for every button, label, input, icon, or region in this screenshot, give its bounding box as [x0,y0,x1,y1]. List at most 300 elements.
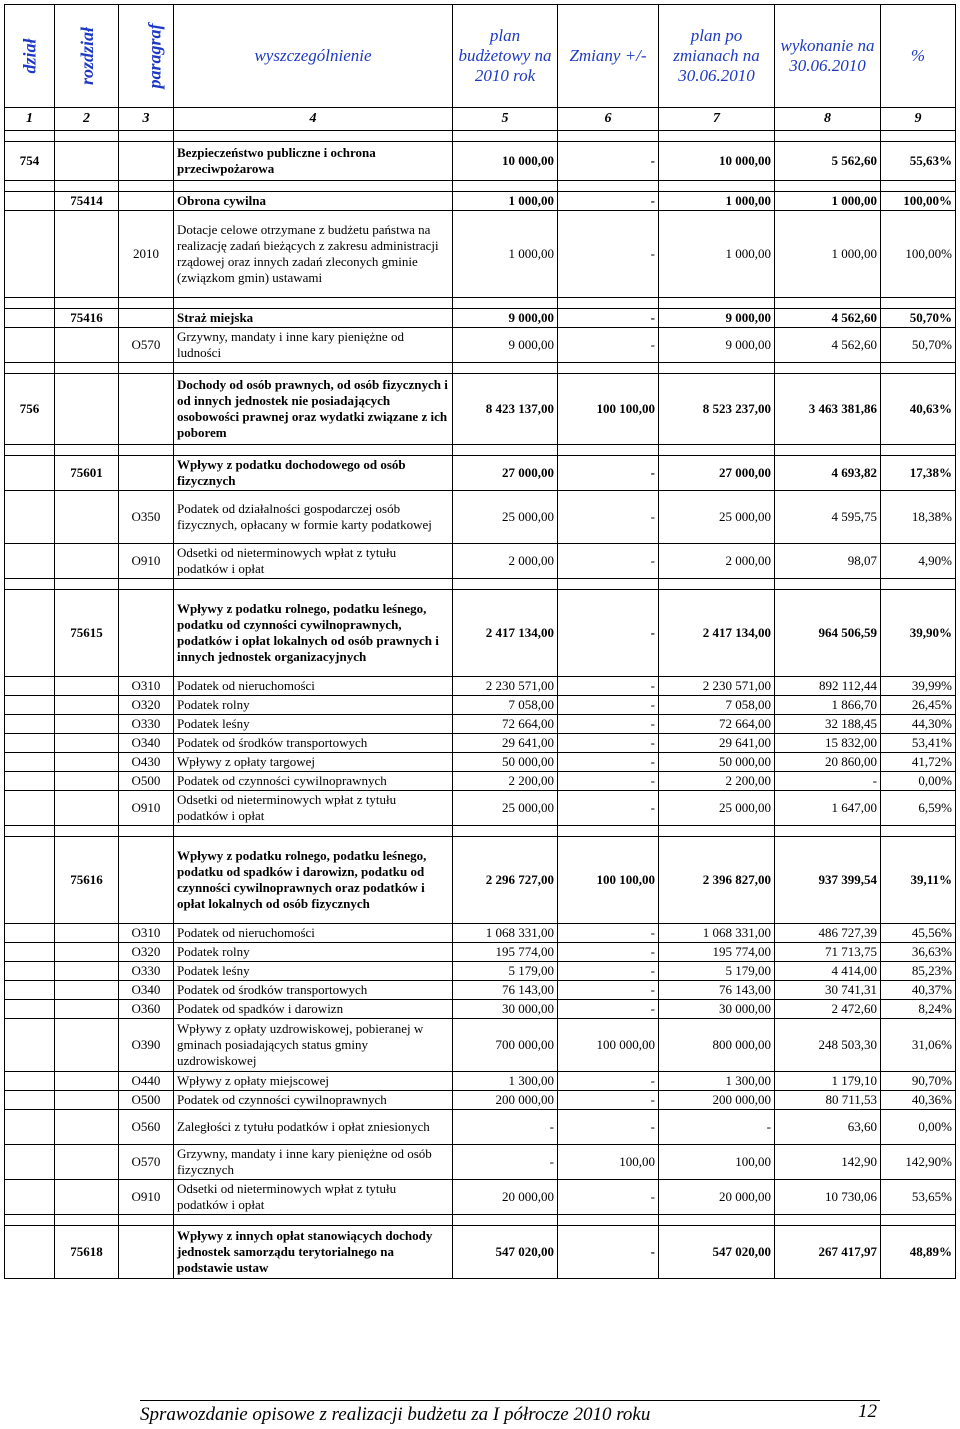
cell-dzial [5,837,55,924]
cell-dzial [5,1072,55,1091]
table-row [5,374,956,445]
cell-wykonanie: 142,90 [775,1145,881,1180]
header-wyszczegolnienie: wyszczególnienie [174,5,453,108]
cell-wyszczegolnienie: Odsetki od nieterminowych wpłat z tytułu podatków i opłat [174,1180,453,1215]
cell-wykonanie: 486 727,39 [775,924,881,943]
cell-rozdzial [55,374,119,445]
spacer-cell [174,1215,453,1226]
spacer-cell [558,181,659,192]
cell-zmiany: 100 100,00 [558,374,659,445]
cell-plan-po-zmianach: 547 020,00 [659,1226,775,1279]
spacer-cell [881,579,956,590]
cell-zmiany: - [558,1091,659,1110]
cell-wykonanie: 2 472,60 [775,1000,881,1019]
cell-rozdzial [55,962,119,981]
cell-plan: 72 664,00 [453,715,558,734]
cell-wyszczegolnienie: Podatek rolny [174,696,453,715]
table-row [5,1019,956,1072]
spacer-cell [881,363,956,374]
cell-plan: 10 000,00 [453,142,558,181]
cell-plan-po-zmianach: 7 058,00 [659,696,775,715]
spacer-cell [453,131,558,142]
spacer-cell [775,363,881,374]
cell-wyszczegolnienie: Podatek leśny [174,715,453,734]
header-dzial: dział [5,5,55,108]
cell-zmiany: - [558,1000,659,1019]
cell-wyszczegolnienie: Zaległości z tytułu podatków i opłat zniesionych [174,1110,453,1145]
cell-wykonanie: 892 112,44 [775,677,881,696]
table-row [5,924,956,943]
cell-dzial [5,1091,55,1110]
cell-rozdzial [55,544,119,579]
table-row [5,791,956,826]
cell-plan: 700 000,00 [453,1019,558,1072]
spacer-cell [558,579,659,590]
cell-wykonanie: 30 741,31 [775,981,881,1000]
cell-plan-po-zmianach: 50 000,00 [659,753,775,772]
cell-plan: 20 000,00 [453,1180,558,1215]
cell-wyszczegolnienie: Straż miejska [174,309,453,328]
cell-paragraf [119,456,174,491]
spacer-row [5,826,956,837]
cell-wyszczegolnienie: Podatek od czynności cywilnoprawnych [174,1091,453,1110]
cell-procent: 41,72% [881,753,956,772]
cell-zmiany: - [558,1226,659,1279]
cell-dzial [5,491,55,544]
cell-plan: - [453,1145,558,1180]
cell-procent: 53,41% [881,734,956,753]
cell-zmiany: - [558,491,659,544]
cell-dzial: 756 [5,374,55,445]
spacer-cell [119,826,174,837]
cell-dzial [5,962,55,981]
spacer-cell [174,131,453,142]
col-number: 9 [881,108,956,131]
cell-procent: 90,70% [881,1072,956,1091]
header-procent: % [881,5,956,108]
cell-dzial [5,677,55,696]
header-zmiany: Zmiany +/- [558,5,659,108]
cell-paragraf [119,837,174,924]
cell-plan-po-zmianach: 10 000,00 [659,142,775,181]
cell-wykonanie: 964 506,59 [775,590,881,677]
cell-paragraf: O330 [119,715,174,734]
cell-dzial [5,734,55,753]
cell-dzial [5,753,55,772]
cell-zmiany: - [558,924,659,943]
cell-plan: 1 300,00 [453,1072,558,1091]
cell-wykonanie: 3 463 381,86 [775,374,881,445]
spacer-cell [659,181,775,192]
cell-paragraf: O310 [119,677,174,696]
cell-wyszczegolnienie: Podatek leśny [174,962,453,981]
cell-rozdzial [55,715,119,734]
cell-wykonanie: 267 417,97 [775,1226,881,1279]
cell-plan: 1 068 331,00 [453,924,558,943]
spacer-cell [5,298,55,309]
cell-wyszczegolnienie: Odsetki od nieterminowych wpłat z tytułu podatków i opłat [174,544,453,579]
cell-wykonanie: 80 711,53 [775,1091,881,1110]
cell-wyszczegolnienie: Dochody od osób prawnych, od osób fizycznych i od innych jednostek nie posiadających osobowości prawnej oraz wydatki związane z ich poborem [174,374,453,445]
cell-wyszczegolnienie: Wpływy z podatku rolnego, podatku leśnego, podatku od czynności cywilnoprawnych, podatków i opłat lokalnych od osób prawnych i innych jednostek organizacyjnych [174,590,453,677]
table-row [5,1110,956,1145]
cell-dzial [5,1145,55,1180]
cell-dzial [5,791,55,826]
cell-rozdzial [55,1000,119,1019]
cell-rozdzial [55,491,119,544]
cell-dzial [5,1019,55,1072]
spacer-cell [453,826,558,837]
spacer-row [5,1215,956,1226]
cell-procent: 100,00% [881,211,956,298]
cell-rozdzial [55,1110,119,1145]
cell-zmiany: - [558,791,659,826]
header-rozdzial: rozdział [55,5,119,108]
spacer-cell [659,445,775,456]
cell-rozdzial: 75414 [55,192,119,211]
table-row [5,590,956,677]
cell-dzial: 754 [5,142,55,181]
cell-wyszczegolnienie: Podatek od działalności gospodarczej osób fizycznych, opłacany w formie karty podatkowej [174,491,453,544]
spacer-cell [5,363,55,374]
cell-zmiany: - [558,211,659,298]
cell-plan-po-zmianach: 72 664,00 [659,715,775,734]
footer-divider [140,1400,880,1401]
cell-paragraf [119,142,174,181]
table-row [5,491,956,544]
table-row [5,1072,956,1091]
cell-procent: 0,00% [881,1110,956,1145]
cell-paragraf: O320 [119,696,174,715]
cell-zmiany: - [558,1072,659,1091]
cell-zmiany: - [558,734,659,753]
spacer-row [5,363,956,374]
cell-rozdzial [55,1019,119,1072]
cell-wyszczegolnienie: Wpływy z podatku rolnego, podatku leśnego, podatku od spadków i darowizn, podatku od czynności cywilnoprawnych oraz podatków i opłat lokalnych od osób fizycznych [174,837,453,924]
spacer-cell [5,579,55,590]
cell-zmiany: - [558,981,659,1000]
cell-zmiany: - [558,328,659,363]
cell-plan: 2 200,00 [453,772,558,791]
spacer-cell [55,445,119,456]
cell-wykonanie: 71 713,75 [775,943,881,962]
cell-plan: 27 000,00 [453,456,558,491]
spacer-cell [174,579,453,590]
cell-procent: 6,59% [881,791,956,826]
spacer-cell [881,181,956,192]
header-plan: plan budżetowy na 2010 rok [453,5,558,108]
cell-procent: 40,37% [881,981,956,1000]
cell-dzial [5,696,55,715]
cell-plan: 195 774,00 [453,943,558,962]
cell-zmiany: - [558,192,659,211]
table-row [5,211,956,298]
cell-zmiany: 100 100,00 [558,837,659,924]
cell-dzial [5,1180,55,1215]
cell-paragraf: O910 [119,1180,174,1215]
cell-dzial [5,924,55,943]
cell-dzial [5,981,55,1000]
spacer-cell [5,826,55,837]
spacer-cell [119,181,174,192]
cell-wyszczegolnienie: Podatek od środków transportowych [174,734,453,753]
cell-dzial [5,772,55,791]
cell-wykonanie: 248 503,30 [775,1019,881,1072]
cell-paragraf: O430 [119,753,174,772]
cell-rozdzial: 75615 [55,590,119,677]
table-row [5,192,956,211]
cell-paragraf: O440 [119,1072,174,1091]
cell-rozdzial [55,943,119,962]
cell-paragraf: O360 [119,1000,174,1019]
table-row [5,328,956,363]
cell-rozdzial [55,791,119,826]
cell-plan-po-zmianach: 76 143,00 [659,981,775,1000]
spacer-cell [881,826,956,837]
cell-wyszczegolnienie: Grzywny, mandaty i inne kary pieniężne od ludności [174,328,453,363]
spacer-cell [881,1215,956,1226]
cell-plan: 76 143,00 [453,981,558,1000]
spacer-row [5,579,956,590]
cell-plan-po-zmianach: 2 230 571,00 [659,677,775,696]
cell-plan-po-zmianach: 2 000,00 [659,544,775,579]
spacer-cell [775,579,881,590]
col-number: 6 [558,108,659,131]
cell-wykonanie: 4 693,82 [775,456,881,491]
table-row [5,696,956,715]
cell-paragraf: 2010 [119,211,174,298]
cell-paragraf: O340 [119,734,174,753]
table-row [5,715,956,734]
header-paragraf: paragraf [119,5,174,108]
cell-wykonanie: 98,07 [775,544,881,579]
cell-wykonanie: 4 414,00 [775,962,881,981]
cell-paragraf: O340 [119,981,174,1000]
cell-zmiany: - [558,753,659,772]
cell-wyszczegolnienie: Podatek od czynności cywilnoprawnych [174,772,453,791]
cell-zmiany: - [558,1180,659,1215]
cell-zmiany: 100 000,00 [558,1019,659,1072]
cell-plan: 9 000,00 [453,309,558,328]
table-row [5,544,956,579]
cell-plan-po-zmianach: 2 396 827,00 [659,837,775,924]
spacer-cell [558,1215,659,1226]
spacer-cell [119,579,174,590]
cell-plan-po-zmianach: 29 641,00 [659,734,775,753]
cell-procent: 100,00% [881,192,956,211]
col-number: 1 [5,108,55,131]
spacer-cell [659,579,775,590]
table-row [5,772,956,791]
cell-zmiany: - [558,1110,659,1145]
cell-procent: 36,63% [881,943,956,962]
cell-procent: 17,38% [881,456,956,491]
cell-plan-po-zmianach: 20 000,00 [659,1180,775,1215]
page-number: 12 [858,1401,877,1422]
spacer-cell [55,363,119,374]
table-row [5,1091,956,1110]
cell-plan-po-zmianach: - [659,1110,775,1145]
cell-procent: 53,65% [881,1180,956,1215]
cell-wyszczegolnienie: Bezpieczeństwo publiczne i ochrona przeciwpożarowa [174,142,453,181]
cell-wykonanie: 10 730,06 [775,1180,881,1215]
cell-plan-po-zmianach: 2 200,00 [659,772,775,791]
cell-rozdzial [55,734,119,753]
cell-wykonanie: 1 179,10 [775,1072,881,1091]
spacer-cell [659,131,775,142]
cell-plan: 2 296 727,00 [453,837,558,924]
spacer-cell [55,1215,119,1226]
spacer-cell [5,131,55,142]
spacer-cell [174,445,453,456]
spacer-cell [775,445,881,456]
spacer-cell [119,131,174,142]
col-number: 4 [174,108,453,131]
cell-plan-po-zmianach: 27 000,00 [659,456,775,491]
spacer-cell [55,826,119,837]
cell-procent: 39,90% [881,590,956,677]
cell-procent: 8,24% [881,1000,956,1019]
cell-zmiany: 100,00 [558,1145,659,1180]
spacer-cell [453,1215,558,1226]
table-row [5,309,956,328]
cell-rozdzial [55,696,119,715]
cell-paragraf: O310 [119,924,174,943]
cell-wykonanie: 20 860,00 [775,753,881,772]
cell-rozdzial [55,677,119,696]
table-row [5,142,956,181]
cell-wykonanie: 5 562,60 [775,142,881,181]
spacer-cell [659,826,775,837]
footer-text: Sprawozdanie opisowe z realizacji budżetu za I półrocze 2010 roku [140,1404,651,1425]
cell-paragraf: O910 [119,544,174,579]
cell-dzial [5,1226,55,1279]
cell-plan: - [453,1110,558,1145]
cell-zmiany: - [558,696,659,715]
cell-plan-po-zmianach: 1 068 331,00 [659,924,775,943]
header-wykonanie: wykonanie na 30.06.2010 [775,5,881,108]
col-number: 3 [119,108,174,131]
cell-paragraf: O350 [119,491,174,544]
cell-plan-po-zmianach: 9 000,00 [659,309,775,328]
cell-wykonanie: 63,60 [775,1110,881,1145]
cell-procent: 50,70% [881,309,956,328]
spacer-cell [174,298,453,309]
cell-wyszczegolnienie: Grzywny, mandaty i inne kary pieniężne od osób fizycznych [174,1145,453,1180]
cell-plan: 30 000,00 [453,1000,558,1019]
cell-rozdzial [55,1180,119,1215]
col-number: 8 [775,108,881,131]
cell-dzial [5,1110,55,1145]
table-row [5,1000,956,1019]
cell-plan: 29 641,00 [453,734,558,753]
cell-zmiany: - [558,309,659,328]
cell-rozdzial [55,328,119,363]
cell-wykonanie: 1 000,00 [775,211,881,298]
spacer-cell [558,826,659,837]
cell-plan: 1 000,00 [453,211,558,298]
cell-wykonanie: 1 000,00 [775,192,881,211]
cell-dzial [5,1000,55,1019]
cell-paragraf: O320 [119,943,174,962]
cell-paragraf: O560 [119,1110,174,1145]
cell-plan-po-zmianach: 1 300,00 [659,1072,775,1091]
cell-rozdzial [55,211,119,298]
cell-procent: 85,23% [881,962,956,981]
cell-wyszczegolnienie: Wpływy z opłaty targowej [174,753,453,772]
cell-paragraf: O390 [119,1019,174,1072]
cell-wyszczegolnienie: Wpływy z podatku dochodowego od osób fizycznych [174,456,453,491]
cell-zmiany: - [558,943,659,962]
spacer-cell [453,298,558,309]
cell-wyszczegolnienie: Odsetki od nieterminowych wpłat z tytułu podatków i opłat [174,791,453,826]
cell-plan: 547 020,00 [453,1226,558,1279]
cell-rozdzial [55,1145,119,1180]
table-row [5,1226,956,1279]
cell-procent: 31,06% [881,1019,956,1072]
cell-plan-po-zmianach: 2 417 134,00 [659,590,775,677]
cell-plan: 2 417 134,00 [453,590,558,677]
cell-plan: 50 000,00 [453,753,558,772]
cell-procent: 39,99% [881,677,956,696]
spacer-cell [881,131,956,142]
spacer-row [5,298,956,309]
cell-wykonanie: 1 647,00 [775,791,881,826]
cell-wyszczegolnienie: Podatek od środków transportowych [174,981,453,1000]
spacer-cell [558,445,659,456]
cell-dzial [5,715,55,734]
cell-wykonanie: 937 399,54 [775,837,881,924]
cell-wyszczegolnienie: Obrona cywilna [174,192,453,211]
cell-rozdzial: 75618 [55,1226,119,1279]
cell-wykonanie: 4 595,75 [775,491,881,544]
cell-procent: 0,00% [881,772,956,791]
cell-paragraf: O570 [119,1145,174,1180]
cell-procent: 26,45% [881,696,956,715]
col-number: 2 [55,108,119,131]
cell-plan-po-zmianach: 195 774,00 [659,943,775,962]
cell-dzial [5,943,55,962]
col-number: 7 [659,108,775,131]
spacer-cell [174,826,453,837]
table-row [5,456,956,491]
cell-zmiany: - [558,456,659,491]
column-numbers-row [5,108,956,131]
spacer-cell [881,298,956,309]
cell-plan: 9 000,00 [453,328,558,363]
cell-plan-po-zmianach: 1 000,00 [659,211,775,298]
cell-wyszczegolnienie: Podatek od nieruchomości [174,924,453,943]
budget-table [4,4,956,1279]
cell-dzial [5,328,55,363]
cell-paragraf [119,309,174,328]
cell-zmiany: - [558,677,659,696]
spacer-cell [659,1215,775,1226]
cell-wykonanie: 15 832,00 [775,734,881,753]
cell-wykonanie: 4 562,60 [775,309,881,328]
cell-plan-po-zmianach: 9 000,00 [659,328,775,363]
col-number: 5 [453,108,558,131]
cell-paragraf: O570 [119,328,174,363]
cell-procent: 55,63% [881,142,956,181]
cell-plan-po-zmianach: 25 000,00 [659,791,775,826]
cell-procent: 48,89% [881,1226,956,1279]
cell-plan-po-zmianach: 100,00 [659,1145,775,1180]
cell-plan: 8 423 137,00 [453,374,558,445]
cell-procent: 18,38% [881,491,956,544]
spacer-cell [119,1215,174,1226]
cell-zmiany: - [558,544,659,579]
